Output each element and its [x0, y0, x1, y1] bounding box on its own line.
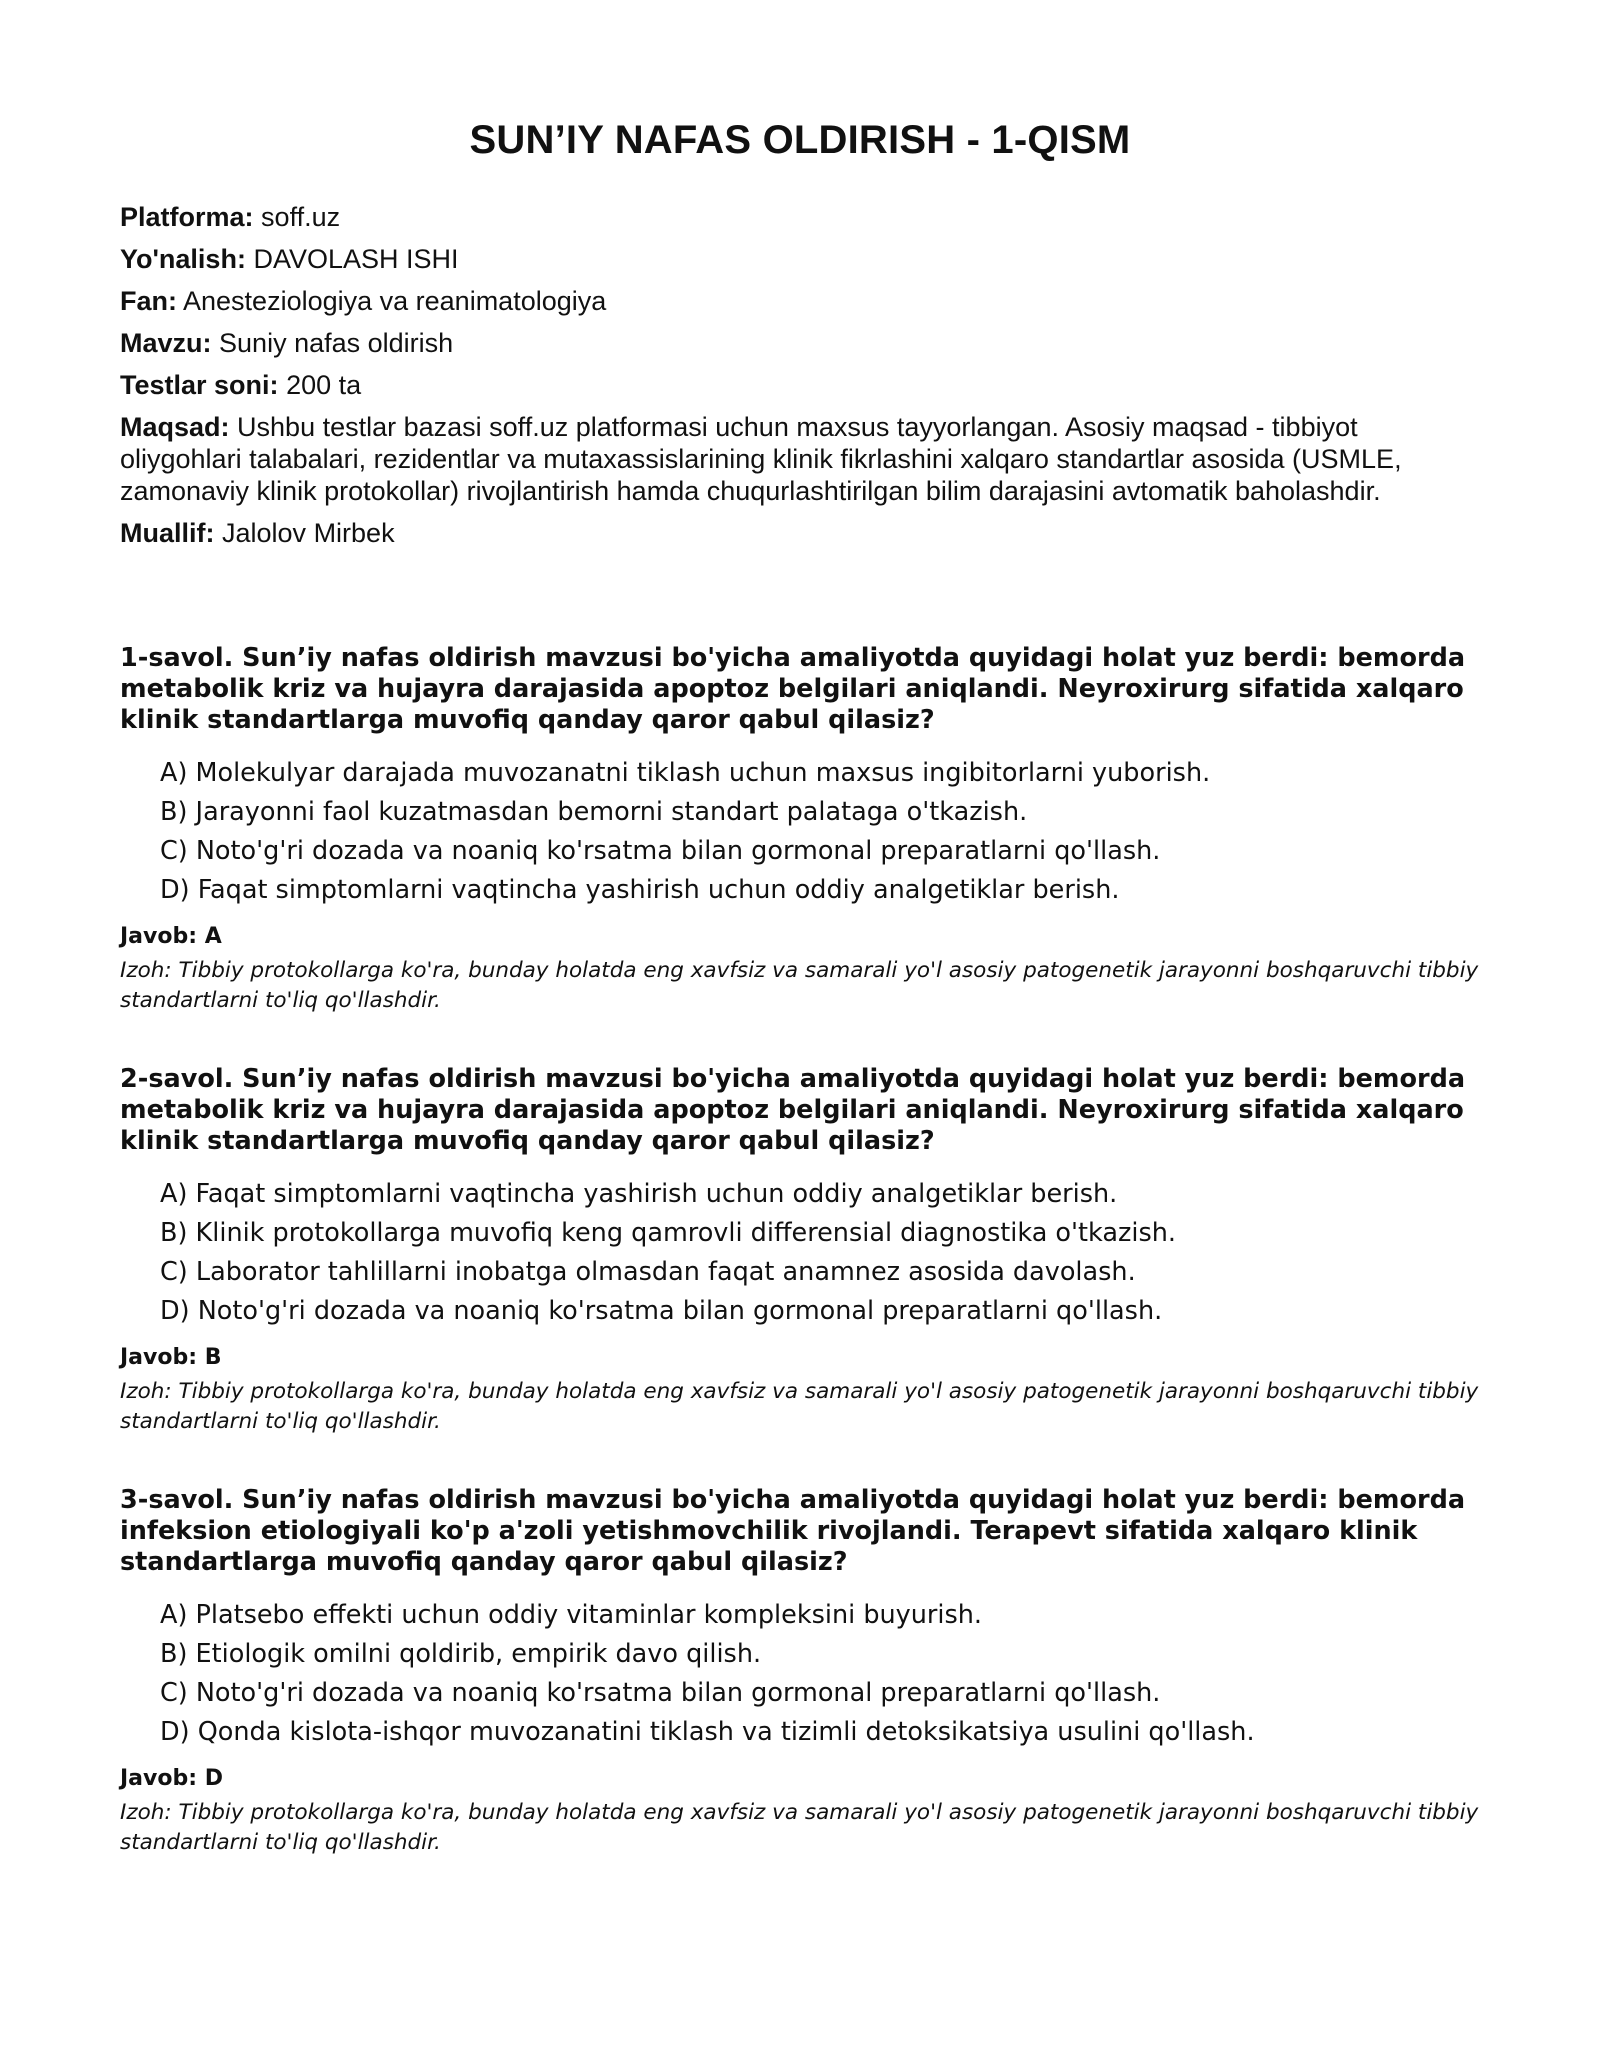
question-2: [120, 1064, 1480, 1437]
meta-key: Mavzu:: [120, 328, 212, 358]
meta-fan: [120, 285, 1480, 317]
meta-testlar-soni: [120, 369, 1480, 401]
meta-key: Platforma:: [120, 202, 254, 232]
explanation-note: Izoh: Tibbiy protokollarga ko'ra, bunday holatda eng xavfsiz va samarali yo'l asosiy patogenetik jarayonni boshqaruvchi tibbiy standartlarni to'liq qo'llashdir.: [120, 1379, 1479, 1434]
meta-key: Muallif:: [120, 518, 215, 548]
option-list: [120, 1175, 1480, 1331]
document-meta: [120, 201, 1480, 549]
option-a: A) Molekulyar darajada muvozanatni tiklash uchun maxsus ingibitorlarni yuborish.: [160, 758, 1211, 788]
question-text: 3-savol. Sun’iy nafas oldirish mavzusi bo'yicha amaliyotda quyidagi holat yuz berdi: bemorda infeksion etiologiyali ko'p a'zoli yetishmovchilik rivojlandi. Terapevt sifatida xalqaro klinik standartlarga muvofiq qanday qaror qabul qilasiz?: [120, 1485, 1466, 1577]
section-spacer: [120, 559, 1480, 643]
option-b: B) Klinik protokollarga muvofiq keng qamrovli differensial diagnostika o'tkazish.: [160, 1218, 1177, 1248]
option-a: A) Platsebo effekti uchun oddiy vitaminlar kompleksini buyurish.: [160, 1600, 983, 1630]
meta-value: soff.uz: [261, 202, 341, 232]
question-text: 2-savol. Sun’iy nafas oldirish mavzusi bo'yicha amaliyotda quyidagi holat yuz berdi: bemorda metabolik kriz va hujayra darajasida apoptoz belgilari aniqlandi. Neyroxirurg sifatida xalqaro klinik standartlarga muvofiq qanday qaror qabul qilasiz?: [120, 1064, 1466, 1156]
option-list: [120, 1596, 1480, 1752]
meta-value: Ushbu testlar bazasi soff.uz platformasi uchun maxsus tayyorlangan. Asosiy maqsad - tibbiyot oliygohlari talabalari, rezidentlar va mutaxassislarining klinik fikrlashini xalqaro standartlar asosida (USMLE, zamonaviy klinik protokollar) rivojlantirish hamda chuqurlashtirilgan bilim darajasini avtomatik baholashdir.: [120, 412, 1402, 506]
meta-value: Anesteziologiya va reanimatologiya: [183, 286, 607, 316]
option-d: D) Noto'g'ri dozada va noaniq ko'rsatma bilan gormonal preparatlarni qo'llash.: [160, 1296, 1163, 1326]
meta-key: Fan:: [120, 286, 177, 316]
answer-label: Javob: A: [120, 924, 222, 949]
question-text: 1-savol. Sun’iy nafas oldirish mavzusi bo'yicha amaliyotda quyidagi holat yuz berdi: bemorda metabolik kriz va hujayra darajasida apoptoz belgilari aniqlandi. Neyroxirurg sifatida xalqaro klinik standartlarga muvofiq qanday qaror qabul qilasiz?: [120, 643, 1466, 735]
option-b: B) Etiologik omilni qoldirib, empirik davo qilish.: [160, 1639, 762, 1669]
document-title: SUN’IY NAFAS OLDIRISH - 1-QISM: [469, 118, 1131, 162]
meta-value: 200 ta: [286, 370, 362, 400]
meta-maqsad: [120, 411, 1480, 507]
document-page: [120, 118, 1480, 1906]
option-b: B) Jarayonni faol kuzatmasdan bemorni standart palataga o'tkazish.: [160, 797, 1028, 827]
meta-key: Maqsad:: [120, 412, 230, 442]
meta-muallif: [120, 517, 1480, 549]
meta-yonalish: [120, 243, 1480, 275]
meta-key: Testlar soni:: [120, 370, 279, 400]
option-d: D) Qonda kislota-ishqor muvozanatini tiklash va tizimli detoksikatsiya usulini qo'llash.: [160, 1717, 1255, 1747]
option-a: A) Faqat simptomlarni vaqtincha yashirish uchun oddiy analgetiklar berish.: [160, 1179, 1118, 1209]
meta-key: Yo'nalish:: [120, 244, 246, 274]
meta-value: Jalolov Mirbek: [222, 518, 395, 548]
option-d: D) Faqat simptomlarni vaqtincha yashirish uchun oddiy analgetiklar berish.: [160, 875, 1120, 905]
question-1: [120, 643, 1480, 1016]
option-c: C) Noto'g'ri dozada va noaniq ko'rsatma bilan gormonal preparatlarni qo'llash.: [160, 1678, 1161, 1708]
meta-mavzu: [120, 327, 1480, 359]
option-c: C) Noto'g'ri dozada va noaniq ko'rsatma bilan gormonal preparatlarni qo'llash.: [160, 836, 1161, 866]
option-c: C) Laborator tahlillarni inobatga olmasdan faqat anamnez asosida davolash.: [160, 1257, 1136, 1287]
option-list: [120, 754, 1480, 910]
meta-value: DAVOLASH ISHI: [253, 244, 459, 274]
answer-label: Javob: D: [120, 1766, 223, 1791]
explanation-note: Izoh: Tibbiy protokollarga ko'ra, bunday holatda eng xavfsiz va samarali yo'l asosiy patogenetik jarayonni boshqaruvchi tibbiy standartlarni to'liq qo'llashdir.: [120, 1800, 1479, 1855]
answer-label: Javob: B: [120, 1345, 222, 1370]
meta-value: Suniy nafas oldirish: [219, 328, 454, 358]
explanation-note: Izoh: Tibbiy protokollarga ko'ra, bunday holatda eng xavfsiz va samarali yo'l asosiy patogenetik jarayonni boshqaruvchi tibbiy standartlarni to'liq qo'llashdir.: [120, 958, 1479, 1013]
meta-platforma: [120, 201, 1480, 233]
question-3: [120, 1485, 1480, 1858]
